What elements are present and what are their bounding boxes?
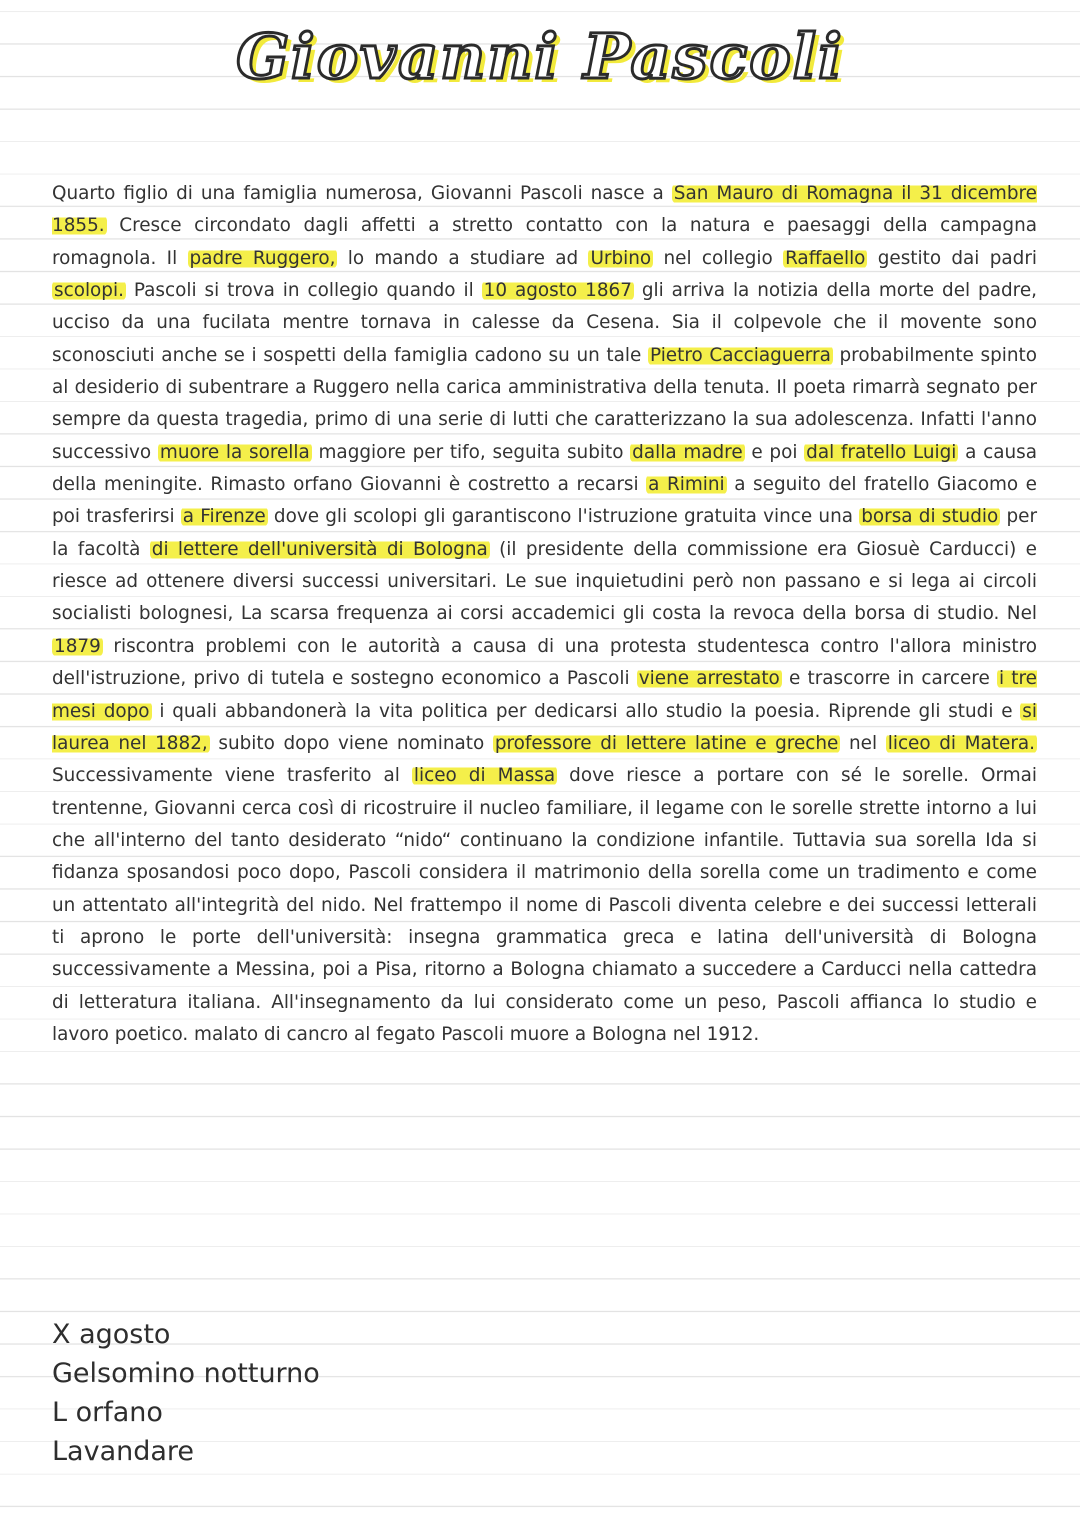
highlighted-text: professore di lettere latine e greche (494, 732, 839, 754)
highlighted-text: dal fratello Luigi (806, 441, 957, 463)
text-segment: Cresce circondato dagli affetti a stretto contatto con la natura e paesaggi della campagna romagnola. Il (52, 215, 1037, 269)
text-segment: probabilmente spinto al desiderio di subentrare a Ruggero nella carica amministrativa della tenuta. Il poeta rimarrà segnato per sempre da questa tragedia, primo di una serie di lutti che caratterizzano la sua adolescenza. Infatti l'anno successivo (52, 344, 1037, 463)
text-segment: gestito dai padri (867, 247, 1037, 269)
text-segment: dove gli scolopi gli garantiscono l'istruzione gratuita vince una (267, 506, 860, 528)
poems-list (52, 1315, 320, 1471)
biography-paragraph (52, 178, 1037, 1051)
highlighted-text: Raffaello (785, 247, 866, 269)
highlighted-text: San Mauro di Romagna il 31 dicembre 1855. (52, 183, 1037, 237)
text-segment: riscontra problemi con le autorità a causa di una protesta studentesca contro l'allora ministro dell'istruzione, privo di tutela e sostegno economico a Pascoli (52, 635, 1037, 690)
poem-title: Gelsomino notturno (52, 1358, 320, 1389)
text-segment: maggiore per tifo, seguita subito (311, 441, 631, 463)
highlighted-text: 10 agosto 1867 (483, 280, 632, 302)
highlighted-text: liceo di Matera. (887, 732, 1035, 754)
text-segment: Quarto figlio di una famiglia numerosa, Giovanni Pascoli nasce a (52, 183, 672, 204)
text-segment: e trascorre in carcere (781, 668, 997, 690)
highlighted-text: a Firenze (182, 506, 266, 528)
highlighted-text: dalla madre (632, 441, 743, 463)
highlighted-text: viene arrestato (638, 668, 780, 690)
poem-title: L orfano (52, 1397, 163, 1428)
poem-title: Lavandare (52, 1436, 195, 1467)
highlighted-text: 1879 (54, 635, 101, 657)
highlighted-text: liceo di Massa (413, 765, 556, 787)
text-segment: gli arriva la notizia della morte del padre, ucciso da una fucilata mentre tornava in calesse da Cesena. Sia il colpevole che il movente sono sconosciuti anche se i sospetti della famiglia cadono su un tale (52, 280, 1037, 366)
page-title: Giovanni Pascoli (236, 20, 844, 93)
text-segment: dove riesce a portare con sé le sorelle. Ormai trentenne, Giovanni cerca così di ricostruire il nucleo familiare, il legame con le sorelle strette intorno a lui che all'interno del tanto desiderato “nido“ continuano la condizione infantile. Tuttavia sua sorella Ida si fidanza sposandosi poco dopo, Pascoli considera il matrimonio della sorella come un tradimento e come un attentato all'integrità del nido. Nel frattempo il nome di Pascoli diventa celebre e dei successi letterali ti aprono le porte dell'università: insegna grammatica greca e latina dell'università di Bologna successivamente a Messina, poi a Pisa, ritorno a Bologna chiamato a succedere a Carducci nella cattedra di letteratura italiana. All'insegnamento da lui considerato come un peso, Pascoli affianca lo studio e lavoro poetico. malato di cancro al fegato Pascoli muore a Bologna nel 1912. (52, 765, 1037, 1045)
highlighted-text: scolopi. (54, 280, 124, 302)
highlighted-text: muore la sorella (159, 441, 310, 463)
text-segment: per la facoltà (52, 506, 1038, 560)
highlighted-text: a Rimini (648, 474, 725, 496)
text-segment: lo mando a studiare ad (337, 247, 589, 269)
text-segment: nel (840, 732, 886, 754)
text-segment: a causa della meningite. Rimasto orfano Giovanni è costretto a recarsi (52, 441, 1037, 496)
poem-title: X agosto (52, 1319, 171, 1350)
highlighted-text: borsa di studio (861, 506, 999, 528)
text-segment: Successivamente viene trasferito al (52, 765, 412, 787)
text-segment: nel collegio (653, 247, 784, 269)
text-segment: e poi (744, 441, 805, 463)
highlighted-text: si laurea nel 1882, (52, 700, 1037, 754)
highlighted-text: padre Ruggero, (189, 247, 336, 269)
text-segment: i quali abbandonerà la vita politica per dedicarsi allo studio la poesia. Riprende gli studi e (151, 700, 1021, 722)
text-segment: subito dopo viene nominato (209, 732, 493, 754)
highlighted-text: Urbino (590, 247, 652, 269)
text-segment: Pascoli si trova in collegio quando il (125, 280, 482, 302)
text-segment: (il presidente della commissione era Giosuè Carducci) e riesce ad ottenere diversi successi universitari. Le sue inquietudini però non passano e si lega ai circoli socialisti bolognesi, La scarsa frequenza ai corsi accademici gli costa la revoca della borsa di studio. Nel (52, 538, 1037, 625)
highlighted-text: i tre mesi dopo (52, 668, 1037, 722)
highlighted-text: di lettere dell'università di Bologna (151, 538, 488, 560)
highlighted-text: Pietro Cacciaguerra (650, 344, 831, 366)
text-segment: a seguito del fratello Giacomo e poi trasferirsi (52, 474, 1037, 528)
